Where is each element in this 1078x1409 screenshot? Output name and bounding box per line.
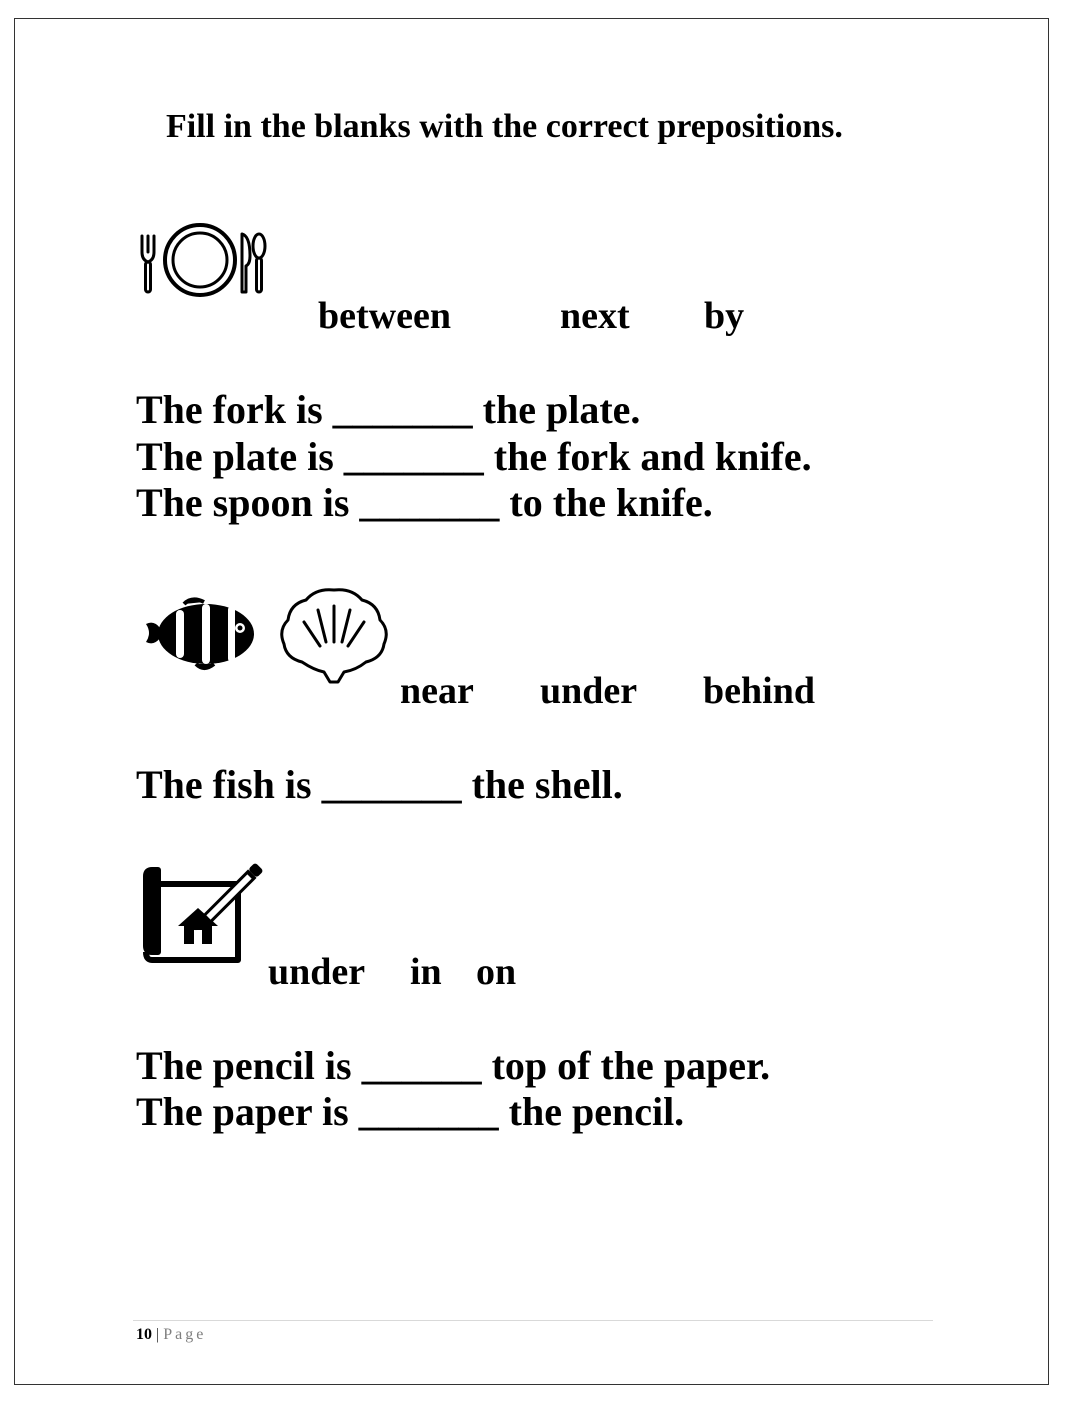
worksheet-title: Fill in the blanks with the correct prepositions. — [166, 108, 843, 145]
plate-with-fork-and-spoon-icon — [138, 222, 268, 298]
sentence-paper: The paper is _______ the pencil. — [136, 1089, 685, 1134]
word-option-behind: behind — [703, 670, 815, 712]
sentence-spoon: The spoon is _______ to the knife. — [136, 480, 713, 525]
footer-separator: | — [156, 1326, 160, 1343]
word-option-by: by — [704, 295, 745, 337]
seashell-icon — [276, 586, 392, 686]
sentence-fork: The fork is _______ the plate. — [136, 387, 641, 432]
page-label: Page — [163, 1326, 207, 1343]
word-option-between: between — [318, 295, 451, 337]
word-option-under: under — [268, 951, 366, 993]
pencil-on-house-blueprint-icon — [140, 866, 268, 966]
sentence-plate: The plate is _______ the fork and knife. — [136, 434, 812, 479]
clownfish-icon — [144, 598, 260, 672]
sentence-fish: The fish is _______ the shell. — [136, 762, 623, 807]
page-footer — [136, 1326, 206, 1344]
word-option-in: in — [410, 951, 442, 993]
sentence-pencil: The pencil is ______ top of the paper. — [136, 1043, 771, 1088]
word-option-under: under — [540, 670, 638, 712]
word-option-on: on — [476, 951, 517, 993]
word-option-next: next — [560, 295, 630, 337]
page-number: 10 — [136, 1326, 152, 1343]
word-option-near: near — [400, 670, 474, 712]
footer-divider — [133, 1320, 933, 1321]
